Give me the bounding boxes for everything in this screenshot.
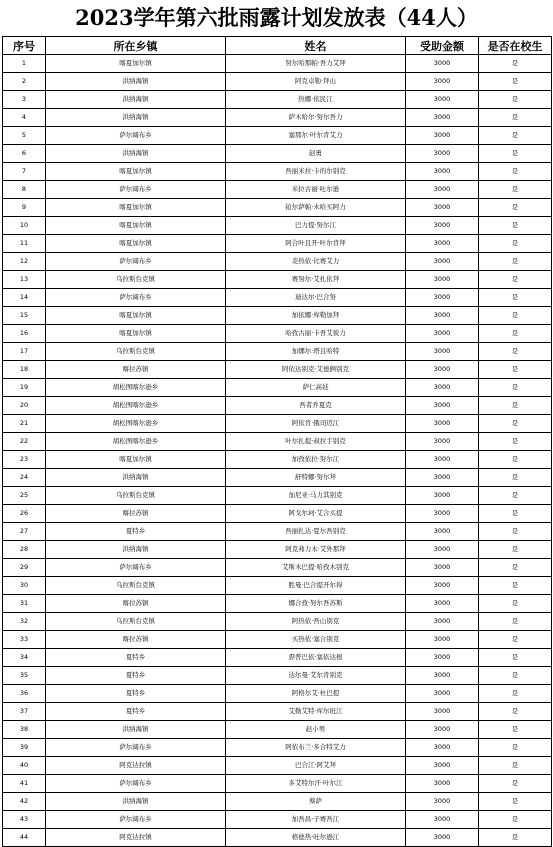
cell-index: 2 bbox=[3, 73, 46, 91]
table-row bbox=[3, 469, 552, 487]
cell-township: 喀夏加尔镇 bbox=[46, 55, 226, 73]
cell-index: 13 bbox=[3, 271, 46, 289]
cell-amount: 3000 bbox=[406, 505, 479, 523]
cell-amount: 3000 bbox=[406, 271, 479, 289]
cell-index: 43 bbox=[3, 811, 46, 829]
table-row bbox=[3, 559, 552, 577]
cell-name: 热娜·依民江 bbox=[226, 91, 406, 109]
cell-township: 萨尔阔布乡 bbox=[46, 739, 226, 757]
cell-township: 喀夏加尔镇 bbox=[46, 199, 226, 217]
cell-index: 23 bbox=[3, 451, 46, 469]
table-row bbox=[3, 541, 552, 559]
cell-amount: 3000 bbox=[406, 145, 479, 163]
cell-name: 阿热依·吾山别克 bbox=[226, 613, 406, 631]
cell-name: 哈孜古丽·卡吾艾彼力 bbox=[226, 325, 406, 343]
cell-amount: 3000 bbox=[406, 253, 479, 271]
cell-amount: 3000 bbox=[406, 685, 479, 703]
cell-name: 铂尔萨帕·木哈买阿力 bbox=[226, 199, 406, 217]
cell-amount: 3000 bbox=[406, 361, 479, 379]
cell-amount: 3000 bbox=[406, 163, 479, 181]
cell-index: 9 bbox=[3, 199, 46, 217]
cell-amount: 3000 bbox=[406, 559, 479, 577]
cell-enrolled: 是 bbox=[479, 649, 552, 667]
cell-name: 赵勇 bbox=[226, 145, 406, 163]
cell-enrolled: 是 bbox=[479, 811, 552, 829]
cell-township: 胡松图喀尔逊乡 bbox=[46, 433, 226, 451]
table-row bbox=[3, 145, 552, 163]
cell-township: 乌拉斯台克镇 bbox=[46, 487, 226, 505]
cell-enrolled: 是 bbox=[479, 667, 552, 685]
cell-index: 6 bbox=[3, 145, 46, 163]
cell-name: 达尔曼·艾尔肯别克 bbox=[226, 667, 406, 685]
header-row bbox=[3, 37, 552, 55]
cell-enrolled: 是 bbox=[479, 469, 552, 487]
table-row bbox=[3, 361, 552, 379]
table-row bbox=[3, 505, 552, 523]
table-row bbox=[3, 487, 552, 505]
table-row bbox=[3, 307, 552, 325]
cell-township: 喀拉苏镇 bbox=[46, 631, 226, 649]
cell-amount: 3000 bbox=[406, 523, 479, 541]
cell-name: 舒特娜·努尔拜 bbox=[226, 469, 406, 487]
cell-index: 14 bbox=[3, 289, 46, 307]
cell-index: 4 bbox=[3, 109, 46, 127]
table-row bbox=[3, 613, 552, 631]
table-row bbox=[3, 523, 552, 541]
cell-amount: 3000 bbox=[406, 343, 479, 361]
cell-name: 萨仁高娃 bbox=[226, 379, 406, 397]
cell-amount: 3000 bbox=[406, 667, 479, 685]
cell-enrolled: 是 bbox=[479, 775, 552, 793]
cell-enrolled: 是 bbox=[479, 721, 552, 739]
cell-name: 吾者乔夏克 bbox=[226, 397, 406, 415]
cell-amount: 3000 bbox=[406, 127, 479, 145]
cell-enrolled: 是 bbox=[479, 217, 552, 235]
cell-name: 娜合孜·努尔吾苏斯 bbox=[226, 595, 406, 613]
table-row bbox=[3, 577, 552, 595]
cell-township: 喀夏加尔镇 bbox=[46, 451, 226, 469]
cell-name: 加娜尔·塔且哈特 bbox=[226, 343, 406, 361]
table-row bbox=[3, 793, 552, 811]
cell-index: 24 bbox=[3, 469, 46, 487]
cell-amount: 3000 bbox=[406, 649, 479, 667]
cell-enrolled: 是 bbox=[479, 289, 552, 307]
cell-enrolled: 是 bbox=[479, 451, 552, 469]
cell-amount: 3000 bbox=[406, 721, 479, 739]
cell-name: 麦热依·比赛艾力 bbox=[226, 253, 406, 271]
cell-enrolled: 是 bbox=[479, 55, 552, 73]
cell-amount: 3000 bbox=[406, 541, 479, 559]
cell-township: 洪纳海镇 bbox=[46, 541, 226, 559]
cell-township: 喀夏加尔镇 bbox=[46, 217, 226, 235]
cell-index: 40 bbox=[3, 757, 46, 775]
cell-amount: 3000 bbox=[406, 109, 479, 127]
cell-township: 洪纳海镇 bbox=[46, 721, 226, 739]
cell-name: 格德热·吐尔逊江 bbox=[226, 829, 406, 847]
cell-name: 迪达尔·巴合努 bbox=[226, 289, 406, 307]
cell-enrolled: 是 bbox=[479, 91, 552, 109]
cell-index: 12 bbox=[3, 253, 46, 271]
cell-township: 萨尔阔布乡 bbox=[46, 253, 226, 271]
table-row bbox=[3, 739, 552, 757]
cell-index: 18 bbox=[3, 361, 46, 379]
table-row bbox=[3, 55, 552, 73]
col-header-amount: 受助金额 bbox=[406, 37, 479, 55]
cell-township: 乌拉斯台克镇 bbox=[46, 271, 226, 289]
cell-amount: 3000 bbox=[406, 703, 479, 721]
cell-township: 夏特乡 bbox=[46, 649, 226, 667]
cell-amount: 3000 bbox=[406, 577, 479, 595]
table-body bbox=[3, 55, 552, 847]
cell-index: 19 bbox=[3, 379, 46, 397]
cell-name: 叶尔扎提·叔拉手别克 bbox=[226, 433, 406, 451]
cell-township: 乌拉斯台克镇 bbox=[46, 343, 226, 361]
cell-name: 米拉古丽·吐尔逊 bbox=[226, 181, 406, 199]
cell-township: 萨尔阔布乡 bbox=[46, 127, 226, 145]
cell-name: 赛努尔·艾扎依拜 bbox=[226, 271, 406, 289]
cell-index: 17 bbox=[3, 343, 46, 361]
cell-amount: 3000 bbox=[406, 487, 479, 505]
cell-enrolled: 是 bbox=[479, 271, 552, 289]
cell-enrolled: 是 bbox=[479, 163, 552, 181]
cell-enrolled: 是 bbox=[479, 685, 552, 703]
cell-name: 买热依·塞合别克 bbox=[226, 631, 406, 649]
table-row bbox=[3, 91, 552, 109]
table-row bbox=[3, 343, 552, 361]
cell-township: 洪纳海镇 bbox=[46, 109, 226, 127]
table-row bbox=[3, 253, 552, 271]
cell-name: 蔡萨 bbox=[226, 793, 406, 811]
cell-name: 阿格尔艾·杜巴提 bbox=[226, 685, 406, 703]
cell-enrolled: 是 bbox=[479, 325, 552, 343]
cell-township: 喀拉苏镇 bbox=[46, 361, 226, 379]
cell-township: 洪纳海镇 bbox=[46, 469, 226, 487]
cell-enrolled: 是 bbox=[479, 415, 552, 433]
cell-index: 28 bbox=[3, 541, 46, 559]
table-row bbox=[3, 235, 552, 253]
cell-township: 洪纳海镇 bbox=[46, 145, 226, 163]
cell-name: 阿合叶且开·叶尔肯拜 bbox=[226, 235, 406, 253]
cell-enrolled: 是 bbox=[479, 577, 552, 595]
table-row bbox=[3, 757, 552, 775]
cell-amount: 3000 bbox=[406, 55, 479, 73]
cell-amount: 3000 bbox=[406, 739, 479, 757]
cell-index: 10 bbox=[3, 217, 46, 235]
cell-name: 阿依达别克·艾德俩别克 bbox=[226, 361, 406, 379]
cell-name: 孬普巴依·塞依达根 bbox=[226, 649, 406, 667]
cell-index: 36 bbox=[3, 685, 46, 703]
cell-amount: 3000 bbox=[406, 379, 479, 397]
cell-index: 3 bbox=[3, 91, 46, 109]
cell-enrolled: 是 bbox=[479, 595, 552, 613]
cell-amount: 3000 bbox=[406, 829, 479, 847]
cell-index: 27 bbox=[3, 523, 46, 541]
cell-amount: 3000 bbox=[406, 811, 479, 829]
cell-township: 乌拉斯台克镇 bbox=[46, 577, 226, 595]
cell-name: 多艾特尔汗·叶尔江 bbox=[226, 775, 406, 793]
cell-enrolled: 是 bbox=[479, 343, 552, 361]
table-row bbox=[3, 217, 552, 235]
table-row bbox=[3, 703, 552, 721]
cell-township: 喀夏加尔镇 bbox=[46, 325, 226, 343]
cell-amount: 3000 bbox=[406, 217, 479, 235]
cell-enrolled: 是 bbox=[479, 307, 552, 325]
cell-amount: 3000 bbox=[406, 181, 479, 199]
cell-enrolled: 是 bbox=[479, 487, 552, 505]
cell-index: 35 bbox=[3, 667, 46, 685]
cell-amount: 3000 bbox=[406, 613, 479, 631]
cell-index: 1 bbox=[3, 55, 46, 73]
col-header-index: 序号 bbox=[3, 37, 46, 55]
cell-amount: 3000 bbox=[406, 289, 479, 307]
page-title: 2023学年第六批雨露计划发放表（44人） bbox=[75, 5, 478, 30]
cell-enrolled: 是 bbox=[479, 379, 552, 397]
cell-index: 38 bbox=[3, 721, 46, 739]
cell-enrolled: 是 bbox=[479, 199, 552, 217]
cell-enrolled: 是 bbox=[479, 559, 552, 577]
cell-index: 15 bbox=[3, 307, 46, 325]
cell-enrolled: 是 bbox=[479, 235, 552, 253]
cell-index: 22 bbox=[3, 433, 46, 451]
cell-enrolled: 是 bbox=[479, 181, 552, 199]
cell-index: 30 bbox=[3, 577, 46, 595]
cell-name: 加吾昌·子赛吾江 bbox=[226, 811, 406, 829]
table-row bbox=[3, 811, 552, 829]
table-row bbox=[3, 631, 552, 649]
cell-index: 31 bbox=[3, 595, 46, 613]
cell-township: 萨尔阔布乡 bbox=[46, 559, 226, 577]
cell-index: 7 bbox=[3, 163, 46, 181]
cell-township: 夏特乡 bbox=[46, 667, 226, 685]
cell-index: 25 bbox=[3, 487, 46, 505]
cell-name: 加孜依拉·努尔江 bbox=[226, 451, 406, 469]
cell-enrolled: 是 bbox=[479, 127, 552, 145]
cell-township: 阿克达拉镇 bbox=[46, 829, 226, 847]
cell-enrolled: 是 bbox=[479, 145, 552, 163]
table-row bbox=[3, 163, 552, 181]
table-row bbox=[3, 199, 552, 217]
cell-enrolled: 是 bbox=[479, 541, 552, 559]
table-row bbox=[3, 451, 552, 469]
table-row bbox=[3, 829, 552, 847]
table-row bbox=[3, 775, 552, 793]
cell-township: 夏特乡 bbox=[46, 523, 226, 541]
cell-name: 阿克卓勒·拜山 bbox=[226, 73, 406, 91]
cell-amount: 3000 bbox=[406, 595, 479, 613]
cell-name: 吾丽扎达·夏尔吾别克 bbox=[226, 523, 406, 541]
cell-name: 阿依肯·俄司迈江 bbox=[226, 415, 406, 433]
cell-township: 洪纳海镇 bbox=[46, 73, 226, 91]
cell-enrolled: 是 bbox=[479, 433, 552, 451]
cell-name: 努尔哈那帕·吾力艾拜 bbox=[226, 55, 406, 73]
cell-name: 阿克弗力木·艾外那拜 bbox=[226, 541, 406, 559]
table-row bbox=[3, 433, 552, 451]
cell-enrolled: 是 bbox=[479, 739, 552, 757]
cell-enrolled: 是 bbox=[479, 73, 552, 91]
cell-enrolled: 是 bbox=[479, 703, 552, 721]
cell-township: 胡松图喀尔逊乡 bbox=[46, 379, 226, 397]
cell-index: 21 bbox=[3, 415, 46, 433]
col-header-name: 姓名 bbox=[226, 37, 406, 55]
cell-index: 16 bbox=[3, 325, 46, 343]
cell-enrolled: 是 bbox=[479, 793, 552, 811]
cell-township: 喀夏加尔镇 bbox=[46, 307, 226, 325]
cell-name: 赵小男 bbox=[226, 721, 406, 739]
cell-index: 20 bbox=[3, 397, 46, 415]
table-row bbox=[3, 73, 552, 91]
cell-enrolled: 是 bbox=[479, 253, 552, 271]
cell-amount: 3000 bbox=[406, 631, 479, 649]
table-row bbox=[3, 721, 552, 739]
cell-index: 11 bbox=[3, 235, 46, 253]
cell-township: 喀夏加尔镇 bbox=[46, 163, 226, 181]
cell-township: 萨尔阔布乡 bbox=[46, 811, 226, 829]
cell-index: 37 bbox=[3, 703, 46, 721]
cell-township: 夏特乡 bbox=[46, 685, 226, 703]
cell-name: 阿依布兰·多合特艾力 bbox=[226, 739, 406, 757]
cell-amount: 3000 bbox=[406, 775, 479, 793]
cell-enrolled: 是 bbox=[479, 631, 552, 649]
cell-name: 塞那尔·叶尔肯艾力 bbox=[226, 127, 406, 145]
cell-index: 8 bbox=[3, 181, 46, 199]
cell-enrolled: 是 bbox=[479, 505, 552, 523]
cell-name: 艾斯木巴提·哈孜木别克 bbox=[226, 559, 406, 577]
cell-amount: 3000 bbox=[406, 415, 479, 433]
cell-name: 胜曼·巴合提开尔得 bbox=[226, 577, 406, 595]
cell-enrolled: 是 bbox=[479, 361, 552, 379]
cell-name: 萨木哈尔·努尔吾力 bbox=[226, 109, 406, 127]
cell-amount: 3000 bbox=[406, 793, 479, 811]
table-row bbox=[3, 109, 552, 127]
cell-name: 加依娜·库勒加拜 bbox=[226, 307, 406, 325]
col-header-township: 所在乡镇 bbox=[46, 37, 226, 55]
cell-township: 胡松图喀尔逊乡 bbox=[46, 415, 226, 433]
table-row bbox=[3, 667, 552, 685]
cell-amount: 3000 bbox=[406, 325, 479, 343]
cell-index: 41 bbox=[3, 775, 46, 793]
cell-township: 洪纳海镇 bbox=[46, 91, 226, 109]
table-row bbox=[3, 595, 552, 613]
cell-township: 萨尔阔布乡 bbox=[46, 181, 226, 199]
table-row bbox=[3, 271, 552, 289]
cell-index: 44 bbox=[3, 829, 46, 847]
table-row bbox=[3, 379, 552, 397]
cell-amount: 3000 bbox=[406, 199, 479, 217]
cell-name: 巴力提·努尔江 bbox=[226, 217, 406, 235]
cell-amount: 3000 bbox=[406, 451, 479, 469]
table-row bbox=[3, 325, 552, 343]
cell-name: 吾丽米拉·卡的尔别克 bbox=[226, 163, 406, 181]
cell-township: 喀拉苏镇 bbox=[46, 595, 226, 613]
cell-enrolled: 是 bbox=[479, 613, 552, 631]
cell-amount: 3000 bbox=[406, 307, 479, 325]
cell-enrolled: 是 bbox=[479, 829, 552, 847]
table-row bbox=[3, 397, 552, 415]
cell-amount: 3000 bbox=[406, 757, 479, 775]
cell-name: 阿戈尔珂·艾合买提 bbox=[226, 505, 406, 523]
cell-amount: 3000 bbox=[406, 91, 479, 109]
cell-township: 胡松图喀尔逊乡 bbox=[46, 397, 226, 415]
cell-township: 萨尔阔布乡 bbox=[46, 289, 226, 307]
cell-index: 34 bbox=[3, 649, 46, 667]
cell-enrolled: 是 bbox=[479, 109, 552, 127]
table-row bbox=[3, 649, 552, 667]
cell-amount: 3000 bbox=[406, 235, 479, 253]
cell-amount: 3000 bbox=[406, 433, 479, 451]
cell-township: 萨尔阔布乡 bbox=[46, 775, 226, 793]
scholarship-table bbox=[2, 36, 552, 847]
cell-enrolled: 是 bbox=[479, 523, 552, 541]
cell-index: 42 bbox=[3, 793, 46, 811]
cell-township: 夏特乡 bbox=[46, 703, 226, 721]
table-row bbox=[3, 415, 552, 433]
cell-township: 喀拉苏镇 bbox=[46, 505, 226, 523]
cell-amount: 3000 bbox=[406, 73, 479, 91]
cell-index: 5 bbox=[3, 127, 46, 145]
cell-township: 乌拉斯台克镇 bbox=[46, 613, 226, 631]
cell-name: 巴合江·阿艾拜 bbox=[226, 757, 406, 775]
cell-name: 加尼亚·马力其别克 bbox=[226, 487, 406, 505]
cell-name: 艾勤艾特·库尔班江 bbox=[226, 703, 406, 721]
cell-index: 26 bbox=[3, 505, 46, 523]
table-row bbox=[3, 289, 552, 307]
cell-amount: 3000 bbox=[406, 397, 479, 415]
cell-township: 喀夏加尔镇 bbox=[46, 235, 226, 253]
cell-enrolled: 是 bbox=[479, 397, 552, 415]
table-row bbox=[3, 181, 552, 199]
cell-index: 33 bbox=[3, 631, 46, 649]
table-row bbox=[3, 685, 552, 703]
cell-index: 29 bbox=[3, 559, 46, 577]
cell-index: 32 bbox=[3, 613, 46, 631]
cell-township: 洪纳海镇 bbox=[46, 793, 226, 811]
col-header-enrolled: 是否在校生 bbox=[479, 37, 552, 55]
cell-index: 39 bbox=[3, 739, 46, 757]
cell-amount: 3000 bbox=[406, 469, 479, 487]
table-row bbox=[3, 127, 552, 145]
cell-township: 阿克达拉镇 bbox=[46, 757, 226, 775]
cell-enrolled: 是 bbox=[479, 757, 552, 775]
